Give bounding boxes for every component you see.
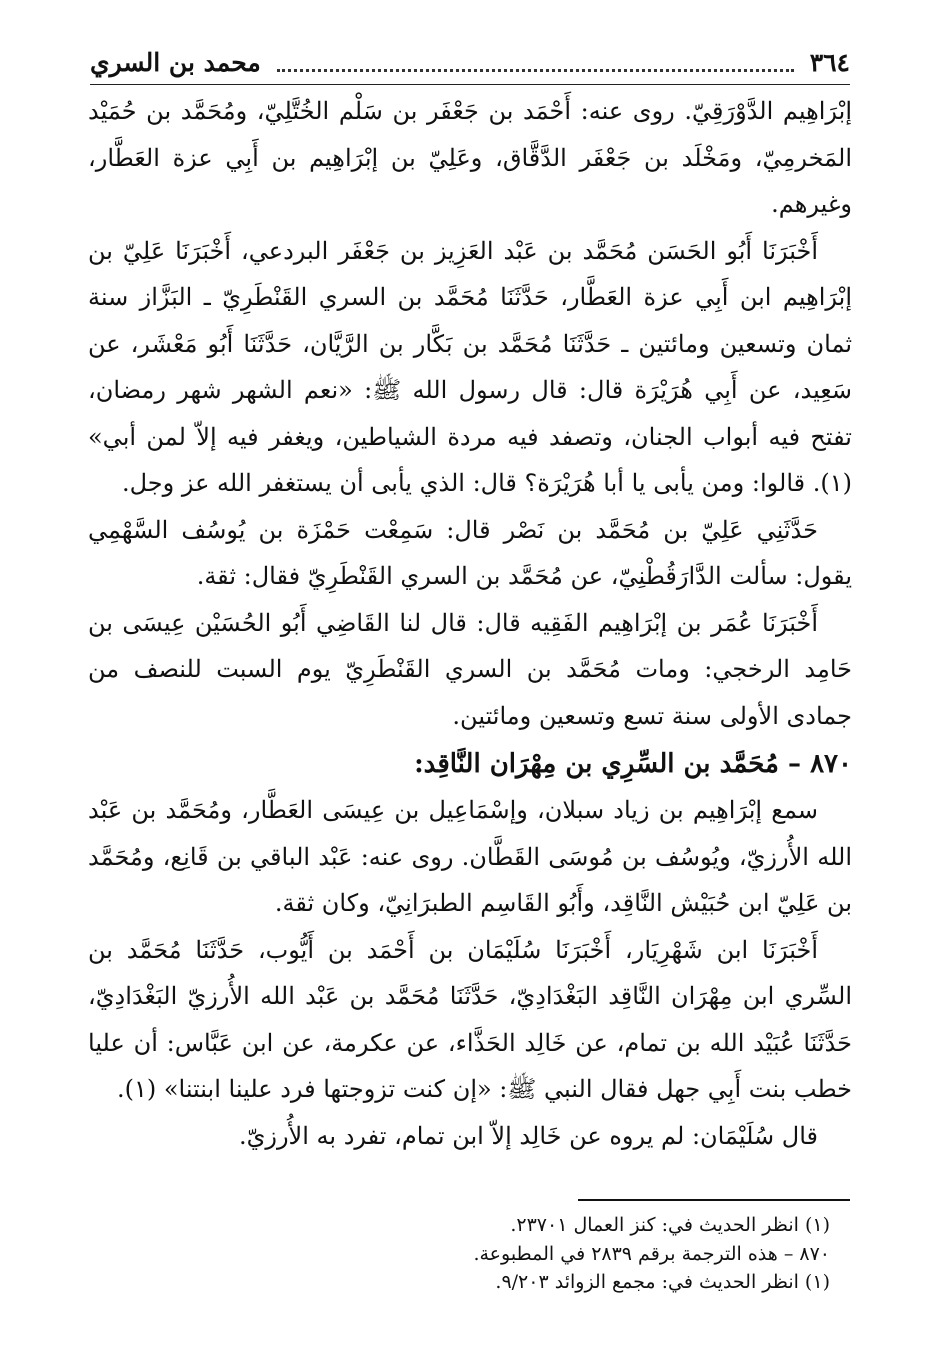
paragraph-hadith-ramadan: أَخْبَرَنَا أَبُو الحَسَن مُحَمَّد بن عَبْد العَزِيز بن جَعْفَر البردعي، أَخْبَرَنَا عَلِيّ بن إبْرَاهِيم ابن أَبِي عزة العَطَّار، حَدَّثَنَا مُحَمَّد بن السري القَنْطَرِيّ ـ البَزَّاز سنة ثمان وتسعين ومائتين ـ حَدَّثَنَا مُحَمَّد بن بَكَّار بن الرَّيَّان، حَدَّثَنَا أَبُو مَعْشَر، عن سَعِيد، عن أَبِي هُرَيْرَة قال: قال رسول الله ﷺ: «نعم الشهر شهر رمضان، تفتح فيه أبواب الجنان، وتصفد فيه مردة الشياطين، ويغفر فيه إلاّ لمن أبي» (١). قالوا: ومن يأبى يا أبا هُرَيْرَة؟ قال: الذي يأبى أن يستغفر الله عز وجل.	[88, 236, 852, 497]
page-body	[88, 88, 852, 1159]
footnote-separator	[578, 1199, 850, 1201]
biography-heading: ٨٧٠ – مُحَمَّد بن السِّرِي بن مِهْرَان النَّاقِد:	[414, 749, 852, 779]
dotted-leader	[277, 53, 794, 72]
paragraph-death-date: أَخْبَرَنَا عُمَر بن إبْرَاهِيم الفَقِيه قال: قال لنا القَاضِي أَبُو الحُسَيْن عِيسَى بن حَامِد الرخجي: ومات مُحَمَّد بن السري القَنْطَرِيّ يوم السبت للنصف من جمادى الأولى سنة تسع وتسعين ومائتين.	[88, 608, 852, 730]
paragraph-narrators: إبْرَاهِيم الدَّوْرَقِيّ. روى عنه: أَحْمَد بن جَعْفَر بن سَلْم الخُتَّلِيّ، ومُحَمَّد بن حُمَيْد المَخرمِيّ، ومَخْلَد بن جَعْفَر الدَّقَّاق، وعَلِيّ بن إبْرَاهِيم بن أَبِي عزة العَطَّار، وغيرهم.	[88, 97, 852, 218]
running-header	[90, 40, 850, 85]
paragraph-grading: حَدَّثَنِي عَلِيّ بن مُحَمَّد بن نَصْر قال: سَمِعْت حَمْزَة بن يُوسُف السَّهْمِي يقول: سألت الدَّارَقُطْنِيّ، عن مُحَمَّد بن السري القَنْطَرِيّ فقال: ثقة.	[88, 515, 852, 590]
page-number: ٣٦٤	[809, 47, 850, 77]
footnote-3: (١) انظر الحديث في: مجمع الزوائد ٩/٢٠٣.	[495, 1271, 830, 1293]
footnote-2: ٨٧٠ – هذه الترجمة برقم ٢٨٣٩ في المطبوعة.	[473, 1242, 830, 1265]
paragraph-hadith-abu-jahl: أَخْبَرَنَا ابن شَهْرِيَار، أَخْبَرَنَا سُلَيْمَان بن أَحْمَد بن أَيُّوب، حَدَّثَنَا مُحَمَّد بن السِّري ابن مِهْرَان النَّاقِد البَغْدَادِيّ، حَدَّثَنَا مُحَمَّد بن عَبْد الله الأُرزيّ البَغْدَادِيّ، حَدَّثَنَا عُبَيْد الله بن تمام، عن خَالِد الحَذَّاء، عن عكرمة، عن ابن عَبَّاس: أن عليا خطب بنت أَبِي جهل فقال النبي ﷺ: «إن كنت تزوجتها فرد علينا ابنتنا» (١).	[88, 935, 852, 1103]
running-title: محمد بن السري	[90, 47, 261, 77]
footnotes	[90, 1211, 830, 1297]
paragraph-teachers: سمع إبْرَاهِيم بن زياد سبلان، وإسْمَاعِيل بن عِيسَى العَطَّار، ومُحَمَّد بن عَبْد الله الأُرزيّ، ويُوسُف بن مُوسَى القَطَّان. روى عنه: عَبْد الباقي بن قَانِع، ومُحَمَّد بن عَلِيّ ابن حُبَيْش النَّاقِد، وأَبُو القَاسِم الطبرَانِيّ، وكان ثقة.	[88, 796, 852, 917]
paragraph-sulayman-remark: قال سُلَيْمَان: لم يروه عن خَالِد إلاّ ابن تمام، تفرد به الأُرزيّ.	[238, 1121, 818, 1150]
footnote-1: (١) انظر الحديث في: كنز العمال ٢٣٧٠١.	[510, 1214, 830, 1236]
